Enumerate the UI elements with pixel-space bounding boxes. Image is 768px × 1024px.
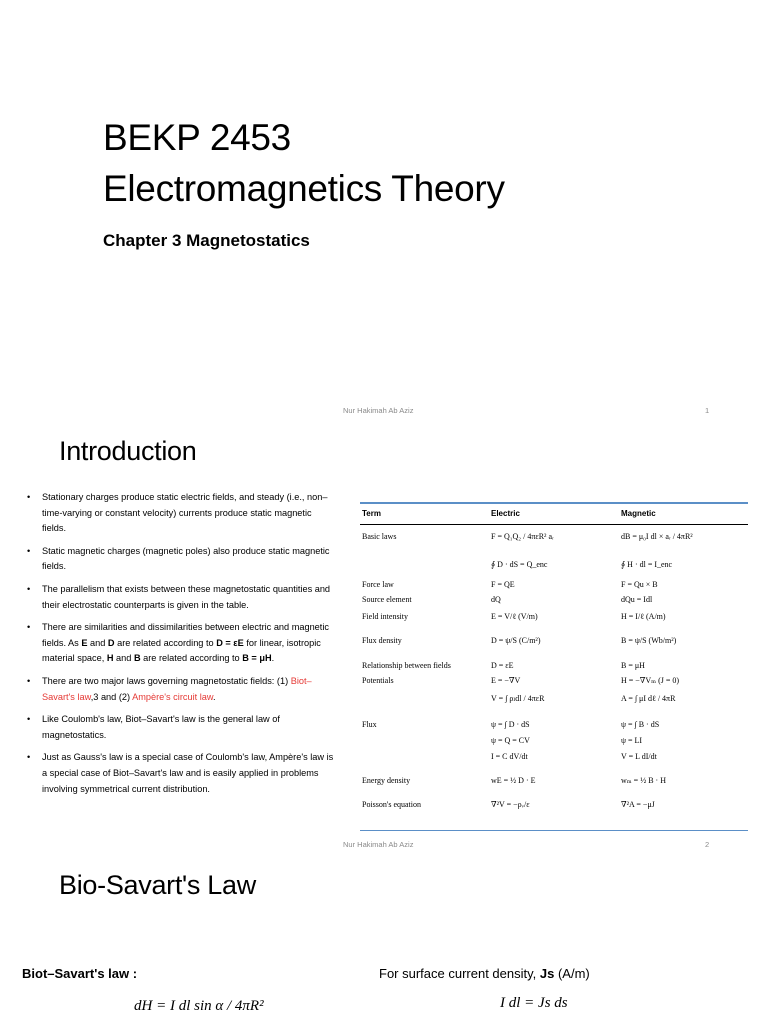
table-cell-electric: D = ψ/S (C/m²) — [491, 636, 541, 645]
bullet-item — [26, 620, 336, 667]
table-cell-electric: ψ = Q = CV — [491, 736, 530, 745]
symbol-B: B — [133, 653, 141, 664]
table-cell-magnetic: dQu = Idl — [621, 595, 653, 604]
table-cell-magnetic: F = Qu × B — [621, 580, 658, 589]
table-cell-electric: E = −∇V — [491, 676, 521, 685]
table-cell-magnetic: B = μH — [621, 661, 645, 670]
bullet-text: The parallelism that exists between these magnetostatic quantities and their electrostatic counterparts is given in the table. — [42, 583, 331, 610]
table-cell-magnetic: H = I/ℓ (A/m) — [621, 612, 666, 621]
slide-3 — [0, 858, 768, 1024]
table-cell-term: Energy density — [362, 776, 411, 785]
table-cell-term: Flux — [362, 720, 377, 729]
table-cell-electric: E = V/ℓ (V/m) — [491, 612, 538, 621]
table-top-rule — [360, 502, 748, 504]
surface-current-text — [379, 966, 590, 981]
table-cell-magnetic: ψ = ∫ B · dS — [621, 720, 660, 729]
bullet-text: for linear, isotropic material space, — [42, 637, 321, 664]
table-cell-electric: wE = ½ D · E — [491, 776, 536, 785]
slide-title: Introduction — [59, 436, 197, 466]
bullet-text: . — [271, 653, 275, 664]
table-header-rule — [360, 524, 748, 525]
symbol-E: E — [81, 637, 88, 648]
slide-1 — [0, 0, 768, 430]
table-cell-magnetic: ψ = LI — [621, 736, 643, 745]
table-cell-magnetic: H = −∇Vₘ (J = 0) — [621, 676, 680, 685]
table-cell-magnetic: wₘ = ½ B · H — [621, 776, 666, 785]
symbol-Js: Js — [539, 966, 555, 981]
bullet-text: and — [87, 637, 108, 648]
footer-author: Nur Hakimah Ab Aziz — [343, 840, 414, 849]
table-cell-term: Basic laws — [362, 532, 397, 541]
table-cell-magnetic: ∮ H · dl = I_enc — [621, 560, 673, 569]
table-header-magnetic: Magnetic — [621, 509, 656, 518]
bullet-text: ,3 and (2) — [90, 691, 133, 702]
bullet-text: Stationary charges produce static electric fields, and steady (i.e., non–time-varying or constant velocity) currents produce static magnetic fields. — [42, 492, 328, 534]
table-bottom-rule — [360, 830, 748, 831]
table-header-term: Term — [362, 509, 381, 518]
bullet-text: are related according to — [140, 653, 243, 664]
slide-2 — [0, 432, 768, 856]
table-cell-magnetic: A = ∫ μI dℓ / 4πR — [621, 694, 676, 703]
table-cell-electric: ψ = ∫ D · dS — [491, 720, 530, 729]
bullet-item — [26, 582, 336, 613]
table-cell-term: Force law — [362, 580, 394, 589]
slide-title-line-1: BEKP 2453 — [103, 117, 291, 158]
bullet-text: There are similarities and dissimilarities between electric and magnetic fields. As — [42, 622, 329, 648]
symbol-H: H — [106, 653, 114, 664]
table-cell-electric: dQ — [491, 595, 501, 604]
table-cell-electric: ∇²V = −ρᵥ/ε — [491, 800, 530, 809]
bullet-item — [26, 490, 336, 537]
bullet-text: There are two major laws governing magnetostatic fields: (1) — [42, 675, 291, 686]
table-cell-magnetic: dB = μ₀I dl × aᵣ / 4πR² — [621, 532, 693, 541]
bullet-item — [26, 674, 336, 705]
table-cell-electric: F = QE — [491, 580, 515, 589]
surface-current-unit: (A/m) — [554, 966, 590, 981]
table-cell-electric: D = εE — [491, 661, 514, 670]
ampere-law-link: Ampère's circuit law — [132, 691, 214, 702]
equation-surface-current: I dl = Js ds — [500, 995, 568, 1011]
table-cell-magnetic: ∇²A = −μJ — [621, 800, 655, 809]
biot-savart-label: Biot–Savart's law : — [22, 966, 138, 981]
surface-current-label: For surface current density, — [379, 966, 540, 981]
table-cell-term: Field intensity — [362, 612, 408, 621]
table-header-electric: Electric — [491, 509, 520, 518]
bullet-text: and — [113, 653, 134, 664]
table-cell-electric: V = ∫ ρₗdl / 4πεR — [491, 694, 545, 703]
bullet-item — [26, 712, 336, 743]
bullet-text: are related according to — [114, 637, 217, 648]
biot-savart-law-link: Biot–Savart's law — [42, 675, 312, 702]
table-cell-term: Flux density — [362, 636, 402, 645]
bullet-item — [26, 750, 336, 797]
slide-subtitle: Chapter 3 Magnetostatics — [103, 231, 310, 250]
table-cell-term: Relationship between fields — [362, 661, 451, 670]
bullet-text: . — [213, 691, 216, 702]
table-cell-term: Source element — [362, 595, 412, 604]
page-number: 2 — [705, 840, 710, 849]
page-number: 1 — [705, 406, 710, 415]
table-cell-electric: F = Q₁Q₂ / 4πεR² aᵣ — [491, 532, 554, 541]
table-cell-magnetic: B = ψ/S (Wb/m²) — [621, 636, 677, 645]
table-cell-term: Poisson's equation — [362, 800, 421, 809]
table-cell-magnetic: V = L dI/dt — [621, 752, 657, 761]
bullet-list — [26, 490, 336, 804]
bullet-text: Static magnetic charges (magnetic poles) also produce static magnetic fields. — [42, 545, 330, 572]
bullet-item — [26, 544, 336, 575]
relation-B-uH: B = μH — [242, 653, 272, 664]
equation-dH: dH = I dl sin α / 4πR² — [134, 998, 264, 1014]
relation-D-eE: D = εE — [216, 637, 244, 648]
bullet-text: Just as Gauss's law is a special case of Coulomb's law, Ampère's law is a special case of Biot–Savart's law and is easily applied in problems involving symmetrical current distribution. — [42, 752, 334, 794]
bullet-text: Like Coulomb's law, Biot–Savart's law is the general law of magnetostatics. — [42, 714, 280, 740]
table-cell-electric: ∮ D · dS = Q_enc — [491, 560, 548, 569]
slide-title-line-2: Electromagnetics Theory — [103, 168, 505, 209]
table-cell-term: Potentials — [362, 676, 394, 685]
symbol-D: D — [107, 637, 115, 648]
slide-title: Bio-Savart's Law — [59, 870, 256, 900]
table-cell-electric: I = C dV/dt — [491, 752, 528, 761]
footer-author: Nur Hakimah Ab Aziz — [343, 406, 414, 415]
